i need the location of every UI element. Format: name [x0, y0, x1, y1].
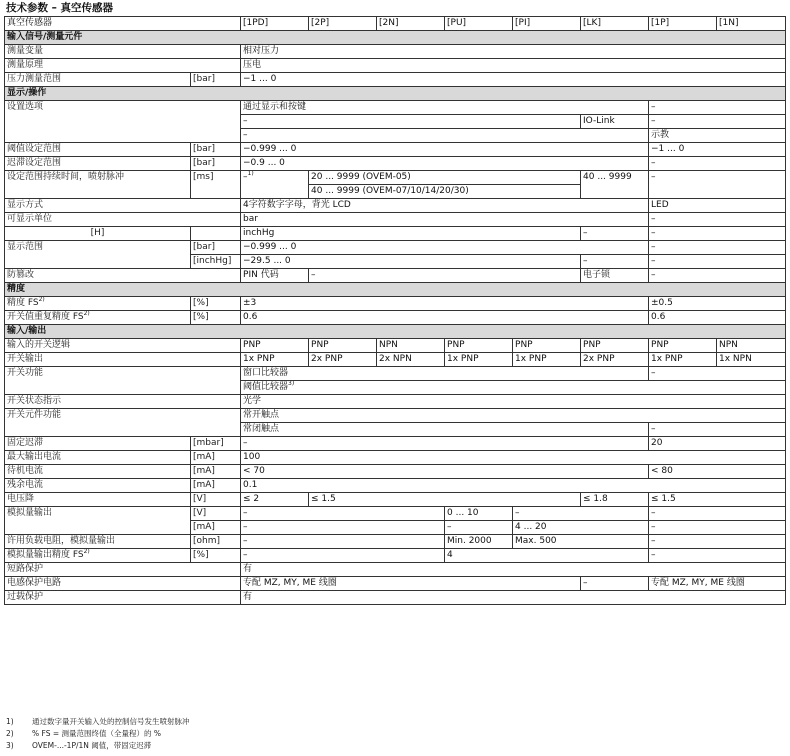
table-row	[5, 591, 786, 605]
row-label: 精度 FS$^{2)}$	[5, 297, 191, 311]
cell: ≤ 1.5	[649, 493, 786, 507]
cell: ±3	[241, 297, 649, 311]
cell: 1x NPN	[717, 353, 786, 367]
row-label: 输入的开关逻辑	[5, 339, 241, 353]
cell: −0.999 ... 0	[241, 143, 649, 157]
variant-header: [PU]	[445, 17, 513, 31]
row-label: 测量变量	[5, 45, 241, 59]
unit-cell: [ohm]	[191, 535, 241, 549]
cell: −29.5 ... 0	[241, 255, 581, 269]
cell: 压电	[241, 59, 786, 73]
cell: –	[649, 423, 786, 437]
cell: < 80	[649, 465, 786, 479]
footnote: 2) % FS = 测量范围终值（全量程）的 %	[6, 729, 162, 738]
table-row	[5, 199, 786, 213]
cell: –	[649, 269, 786, 283]
cell: ±0.5	[649, 297, 786, 311]
cell: 0.6	[241, 311, 649, 325]
table-row	[5, 143, 786, 157]
cell: inchHg	[241, 227, 581, 241]
cell: 1x PNP	[513, 353, 581, 367]
row-label: 固定迟滞	[5, 437, 191, 451]
section-heading: 显示/操作	[5, 87, 786, 101]
cell: 示教	[649, 129, 786, 143]
cell: –	[649, 549, 786, 563]
cell: –	[309, 269, 581, 283]
table-row	[5, 395, 786, 409]
spec-table	[4, 16, 786, 605]
variant-header: [1P]	[649, 17, 717, 31]
cell: –	[649, 507, 786, 521]
cell: 20 ... 9999 (OVEM-05)	[309, 171, 581, 185]
table-row	[5, 437, 786, 451]
cell: 1x PNP	[241, 353, 309, 367]
table-row	[5, 227, 786, 241]
row-label: 残余电流	[5, 479, 191, 493]
table-row	[5, 535, 786, 549]
cell: –	[649, 255, 786, 269]
cell: 2x PNP	[581, 353, 649, 367]
table-row	[5, 311, 786, 325]
cell: 光学	[241, 395, 786, 409]
cell: 常闭触点	[241, 423, 649, 437]
row-label: 待机电流	[5, 465, 191, 479]
row-label: 模拟量输出	[5, 507, 191, 535]
row-label: 防篡改	[5, 269, 241, 283]
header-row	[5, 17, 786, 31]
table-row	[5, 549, 786, 563]
cell: 0 ... 10	[445, 507, 513, 521]
row-label: 模拟量输出精度 FS$^{2)}$	[5, 549, 191, 563]
cell: IO-Link	[581, 115, 649, 129]
cell: 有	[241, 563, 786, 577]
table-row	[5, 563, 786, 577]
cell: NPN	[377, 339, 445, 353]
cell: −0.9 ... 0	[241, 157, 649, 171]
cell: bar	[241, 213, 649, 227]
unit-cell: [%]	[191, 297, 241, 311]
cell: 专配 MZ, MY, ME 线圈	[649, 577, 786, 591]
row-label: 设置选项	[5, 101, 241, 143]
table-row	[5, 409, 786, 423]
cell: LED	[649, 199, 786, 213]
table-row	[5, 451, 786, 465]
cell: PIN 代码	[241, 269, 309, 283]
table-row	[5, 493, 786, 507]
table-row	[5, 465, 786, 479]
cell: 100	[241, 451, 786, 465]
cell: –	[649, 227, 786, 241]
cell: PNP	[309, 339, 377, 353]
cell: 电子锁	[581, 269, 649, 283]
table-row	[5, 45, 786, 59]
row-label: 测量原理	[5, 59, 241, 73]
cell: –	[649, 241, 786, 255]
cell: PNP	[513, 339, 581, 353]
cell: 40 ... 9999	[581, 171, 649, 199]
cell: –	[649, 521, 786, 535]
cell: −1 ... 0	[241, 73, 786, 87]
unit-cell: [bar]	[191, 157, 241, 171]
row-label: 阈值设定范围	[5, 143, 191, 157]
cell: –	[649, 367, 786, 381]
cell: –	[241, 129, 649, 143]
row-label: 电感保护电路	[5, 577, 241, 591]
cell: –	[513, 507, 649, 521]
cell: –	[241, 521, 445, 535]
unit-cell: [bar]	[191, 241, 241, 255]
row-label: 开关元件功能	[5, 409, 241, 437]
cell: 4字符数字字母，背光 LCD	[241, 199, 649, 213]
cell: –	[649, 157, 786, 171]
cell: –	[649, 171, 786, 199]
cell: NPN	[717, 339, 786, 353]
cell: –	[445, 521, 513, 535]
cell: –	[581, 227, 649, 241]
cell: ≤ 1.8	[581, 493, 649, 507]
cell: 常开触点	[241, 409, 786, 423]
table-row	[5, 367, 786, 381]
page-title: 技术参数 – 真空传感器	[6, 2, 114, 14]
row-label: 电压降	[5, 493, 191, 507]
table-row	[5, 171, 786, 185]
cell: 1x PNP	[649, 353, 717, 367]
cell: –	[581, 577, 649, 591]
cell: 2x NPN	[377, 353, 445, 367]
cell: –	[581, 255, 649, 269]
footnote: 1) 通过数字量开关输入处的控制信号发生喷射脉冲	[6, 717, 190, 726]
unit-cell: [%]	[191, 311, 241, 325]
cell: < 70	[241, 465, 649, 479]
footnote: 3) OVEM-...-1P/1N 阈值，带固定迟滞	[6, 741, 152, 750]
variant-header: [PI]	[513, 17, 581, 31]
cell: 4 ... 20	[513, 521, 649, 535]
cell: 1x PNP	[445, 353, 513, 367]
cell: –	[241, 535, 445, 549]
header-label: 真空传感器	[5, 17, 241, 31]
unit-cell: [%]	[191, 549, 241, 563]
cell: 4	[445, 549, 649, 563]
cell: –$^{1)}$	[241, 171, 309, 199]
table-row	[5, 297, 786, 311]
cell: 0.1	[241, 479, 786, 493]
row-label: 显示范围	[5, 241, 191, 269]
row-label: 开关值重复精度 FS$^{2)}$	[5, 311, 191, 325]
row-label: 开关输出	[5, 353, 241, 367]
table-row	[5, 73, 786, 87]
unit-cell: [mbar]	[191, 437, 241, 451]
table-row	[5, 479, 786, 493]
unit-cell: [mA]	[191, 451, 241, 465]
cell: –	[241, 115, 581, 129]
variant-header: [1N]	[717, 17, 786, 31]
cell: 窗口比较器	[241, 367, 649, 381]
unit-cell: [mA]	[191, 479, 241, 493]
row-label: 设定范围持续时间，喷射脉冲	[5, 171, 191, 199]
cell: 有	[241, 591, 786, 605]
cell	[191, 227, 241, 241]
table-row	[5, 213, 786, 227]
row-label: 可显示单位	[5, 213, 241, 227]
table-row	[5, 59, 786, 73]
cell: –	[649, 213, 786, 227]
row-label: 许用负载电阻，模拟量输出	[5, 535, 191, 549]
table-row	[5, 353, 786, 367]
variant-header: [LK]	[581, 17, 649, 31]
cell: −0.999 ... 0	[241, 241, 649, 255]
cell: 0.6	[649, 311, 786, 325]
cell: Max. 500	[513, 535, 649, 549]
unit-cell: [mA]	[191, 465, 241, 479]
table-row	[5, 339, 786, 353]
cell: 相对压力	[241, 45, 786, 59]
row-label: 迟滞设定范围	[5, 157, 191, 171]
unit-cell: [bar]	[191, 73, 241, 87]
cell: PNP	[581, 339, 649, 353]
section-heading: 输入信号/测量元件	[5, 31, 786, 45]
cell: 专配 MZ, MY, ME 线圈	[241, 577, 581, 591]
variant-header: [2N]	[377, 17, 445, 31]
section-heading: 输入/输出	[5, 325, 786, 339]
cell: ≤ 1.5	[309, 493, 581, 507]
cell: 40 ... 9999 (OVEM-07/10/14/20/30)	[309, 185, 581, 199]
row-label: 短路保护	[5, 563, 241, 577]
section-heading: 精度	[5, 283, 786, 297]
cell: PNP	[445, 339, 513, 353]
cell: –	[241, 437, 649, 451]
cell: –	[649, 115, 786, 129]
cell: –	[241, 549, 445, 563]
unit-cell: [ms]	[191, 171, 241, 199]
cell: 20	[649, 437, 786, 451]
table-row	[5, 101, 786, 115]
table-row	[5, 157, 786, 171]
row-label: 过载保护	[5, 591, 241, 605]
table-row	[5, 507, 786, 521]
cell: 通过显示和按键	[241, 101, 649, 115]
variant-header: [1PD]	[241, 17, 309, 31]
table-row	[5, 269, 786, 283]
cell: Min. 2000	[445, 535, 513, 549]
unit-cell: [bar]	[191, 143, 241, 157]
cell: –	[649, 535, 786, 549]
cell: −1 ... 0	[649, 143, 786, 157]
row-label: 开关功能	[5, 367, 241, 395]
row-label: 显示方式	[5, 199, 241, 213]
unit-cell: [V]	[191, 493, 241, 507]
row-label: 开关状态指示	[5, 395, 241, 409]
footnotes	[6, 716, 190, 752]
variant-header: [2P]	[309, 17, 377, 31]
row-label: 最大输出电流	[5, 451, 191, 465]
cell: 2x PNP	[309, 353, 377, 367]
cell: –	[649, 101, 786, 115]
row-label: 压力测量范围	[5, 73, 191, 87]
cell: PNP	[649, 339, 717, 353]
table-row	[5, 577, 786, 591]
cell: PNP	[241, 339, 309, 353]
cell: –	[241, 507, 445, 521]
unit-cell: [inchHg]	[191, 255, 241, 269]
cell: 阈值比较器$^{3)}$	[241, 381, 786, 395]
unit-cell: [mA]	[191, 521, 241, 535]
unit-cell: [V]	[191, 507, 241, 521]
cell: ≤ 2	[241, 493, 309, 507]
unit-cell: [H]	[5, 227, 191, 241]
table-row	[5, 241, 786, 255]
